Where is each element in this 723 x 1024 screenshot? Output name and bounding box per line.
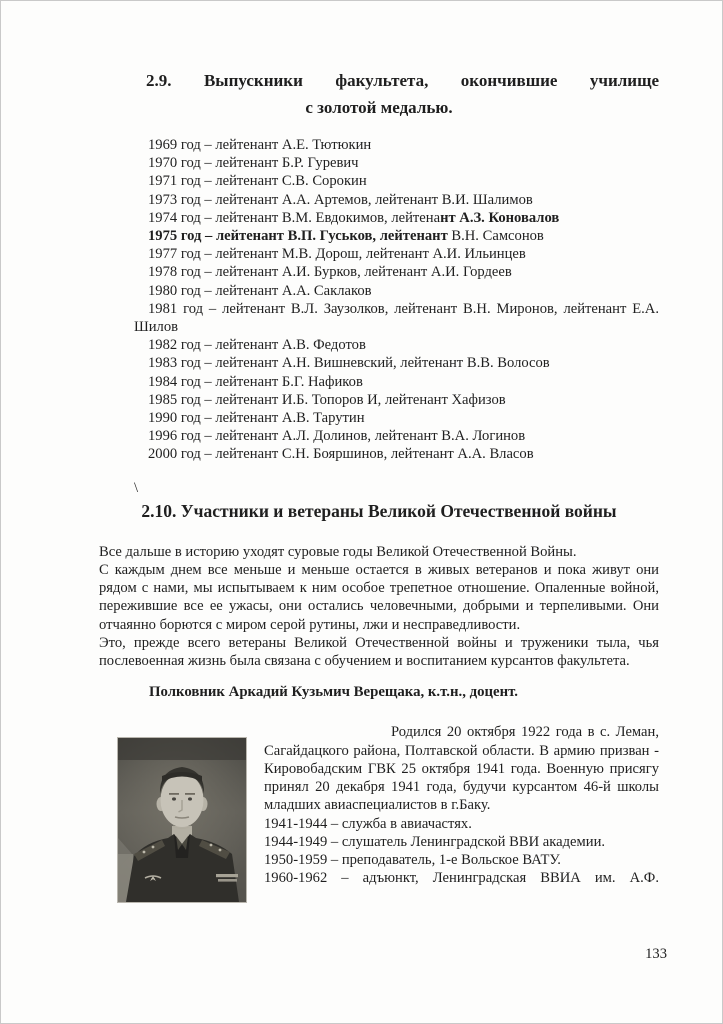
- graduate-line: [134, 336, 659, 354]
- page-number: 133: [645, 946, 667, 962]
- graduate-line-text: 1985 год – лейтенант И.Б. Топоров И, лейтенант Хафизов: [148, 391, 506, 408]
- graduate-line-bold: нт А.З. Коновалов: [440, 209, 560, 226]
- biography-text: [264, 723, 659, 902]
- graduate-line-text: 1996 год – лейтенант А.Л. Долинов, лейтенант В.А. Логинов: [148, 428, 526, 445]
- graduate-line-text: 1973 год – лейтенант А.А. Артемов, лейтенант В.И. Шалимов: [148, 191, 533, 208]
- section-2-9-heading: [99, 67, 659, 121]
- graduate-line: [134, 445, 659, 463]
- graduate-line-text: 1980 год – лейтенант А.А. Саклаков: [148, 282, 372, 299]
- veterans-paragraph: Все дальше в историю уходят суровые годы Великой Отечественной Войны.: [99, 543, 577, 560]
- graduate-line-text: 1990 год – лейтенант А.В. Тарутин: [148, 410, 365, 427]
- section-2-9-heading-line2: с золотой медалью.: [305, 98, 453, 117]
- biography-block: [99, 723, 659, 902]
- graduate-line: [134, 154, 659, 172]
- graduate-line: [134, 282, 659, 300]
- officer-portrait-photo: [118, 738, 246, 902]
- graduate-line: [134, 300, 659, 336]
- graduate-line: [134, 354, 659, 372]
- veterans-paragraph: Это, прежде всего ветераны Великой Отечественной войны и труженики тыла, чья послевоенная жизнь была связана с обучением и воспитанием курсантов факультета.: [99, 634, 659, 670]
- graduate-line-text: 1984 год – лейтенант Б.Г. Нафиков: [148, 373, 363, 390]
- graduate-line: [134, 263, 659, 281]
- service-record-line: 1941-1944 – служба в авиачастях.: [264, 815, 472, 832]
- graduate-line: [134, 391, 659, 409]
- graduate-line-text: 1969 год – лейтенант А.Е. Тютюкин: [148, 137, 372, 153]
- graduate-line-text: 1970 год – лейтенант Б.Р. Гуревич: [148, 155, 359, 172]
- graduate-line-text: 1974 год – лейтенант В.М. Евдокимов, лейтена: [148, 209, 441, 226]
- service-record-line: 1960-1962 – адъюнкт, Ленинградская ВВИА им. А.Ф.: [264, 870, 659, 887]
- section-2-10-heading: 2.10. Участники и ветераны Великой Отечественной войны: [141, 500, 617, 521]
- page-content: [1, 1, 722, 902]
- graduate-line: [134, 136, 659, 154]
- graduate-line: [134, 172, 659, 190]
- service-record-line: 1950-1959 – преподаватель, 1-е Вольское ВАТУ.: [264, 851, 561, 868]
- graduate-line: [134, 245, 659, 263]
- biography-intro: Родился 20 октября 1922 года в с. Леман, Сагайдацкого района, Полтавской области. В армию призван - Кировобадским ГВК 25 октября 1941 года. Военную присягу принял 20 декабря 1941 года, будучи курсантом 46-й школы младших авиаспециалистов в г.Баку.: [264, 724, 659, 814]
- graduate-line-text: 1971 год – лейтенант С.В. Сорокин: [148, 173, 367, 190]
- graduate-line: [134, 209, 659, 227]
- section-2-9-heading-line1: 2.9. Выпускники факультета, окончившие училище: [146, 71, 659, 90]
- veterans-paragraph: С каждым днем все меньше и меньше остается в живых ветеранов и пока живут они рядом с нами, мы испытываем к ним особое трепетное отношение. Опаленные войной, пережившие все ее ужасы, они остались человечными, добрыми и терпеливыми. Они отчаянно борются с миром серой рутины, лжи и несправедливости.: [99, 562, 659, 633]
- graduate-line-text: 1977 год – лейтенант М.В. Дорош, лейтенант А.И. Ильинцев: [148, 246, 526, 263]
- graduate-line: [134, 427, 659, 445]
- graduate-line-text: 1982 год – лейтенант А.В. Федотов: [148, 337, 366, 354]
- graduate-line: [134, 191, 659, 209]
- stray-backslash-mark: \: [134, 479, 139, 496]
- graduate-line: [134, 373, 659, 391]
- graduate-line-text: 1978 год – лейтенант А.И. Бурков, лейтенант А.И. Гордеев: [148, 264, 512, 281]
- graduate-line-text: 1983 год – лейтенант А.Н. Вишневский, лейтенант В.В. Волосов: [148, 355, 550, 372]
- graduate-line-tail: В.Н. Самсонов: [447, 228, 544, 245]
- officer-name-heading: Полковник Аркадий Кузьмич Верещака, к.т.н., доцент.: [149, 684, 518, 701]
- graduate-line-text: 2000 год – лейтенант С.Н. Бояршинов, лейтенант А.А. Власов: [148, 446, 534, 463]
- graduate-line-text: 1981 год – лейтенант В.Л. Заузолков, лейтенант В.Н. Миронов, лейтенант Е.А. Шилов: [134, 300, 659, 336]
- graduate-line-bold: 1975 год – лейтенант В.П. Гуськов, лейтенант: [148, 228, 448, 245]
- graduates-list: [134, 136, 659, 464]
- graduate-line: [134, 409, 659, 427]
- service-record-line: 1944-1949 – слушатель Ленинградской ВВИ академии.: [264, 833, 606, 850]
- graduate-line: [134, 227, 659, 245]
